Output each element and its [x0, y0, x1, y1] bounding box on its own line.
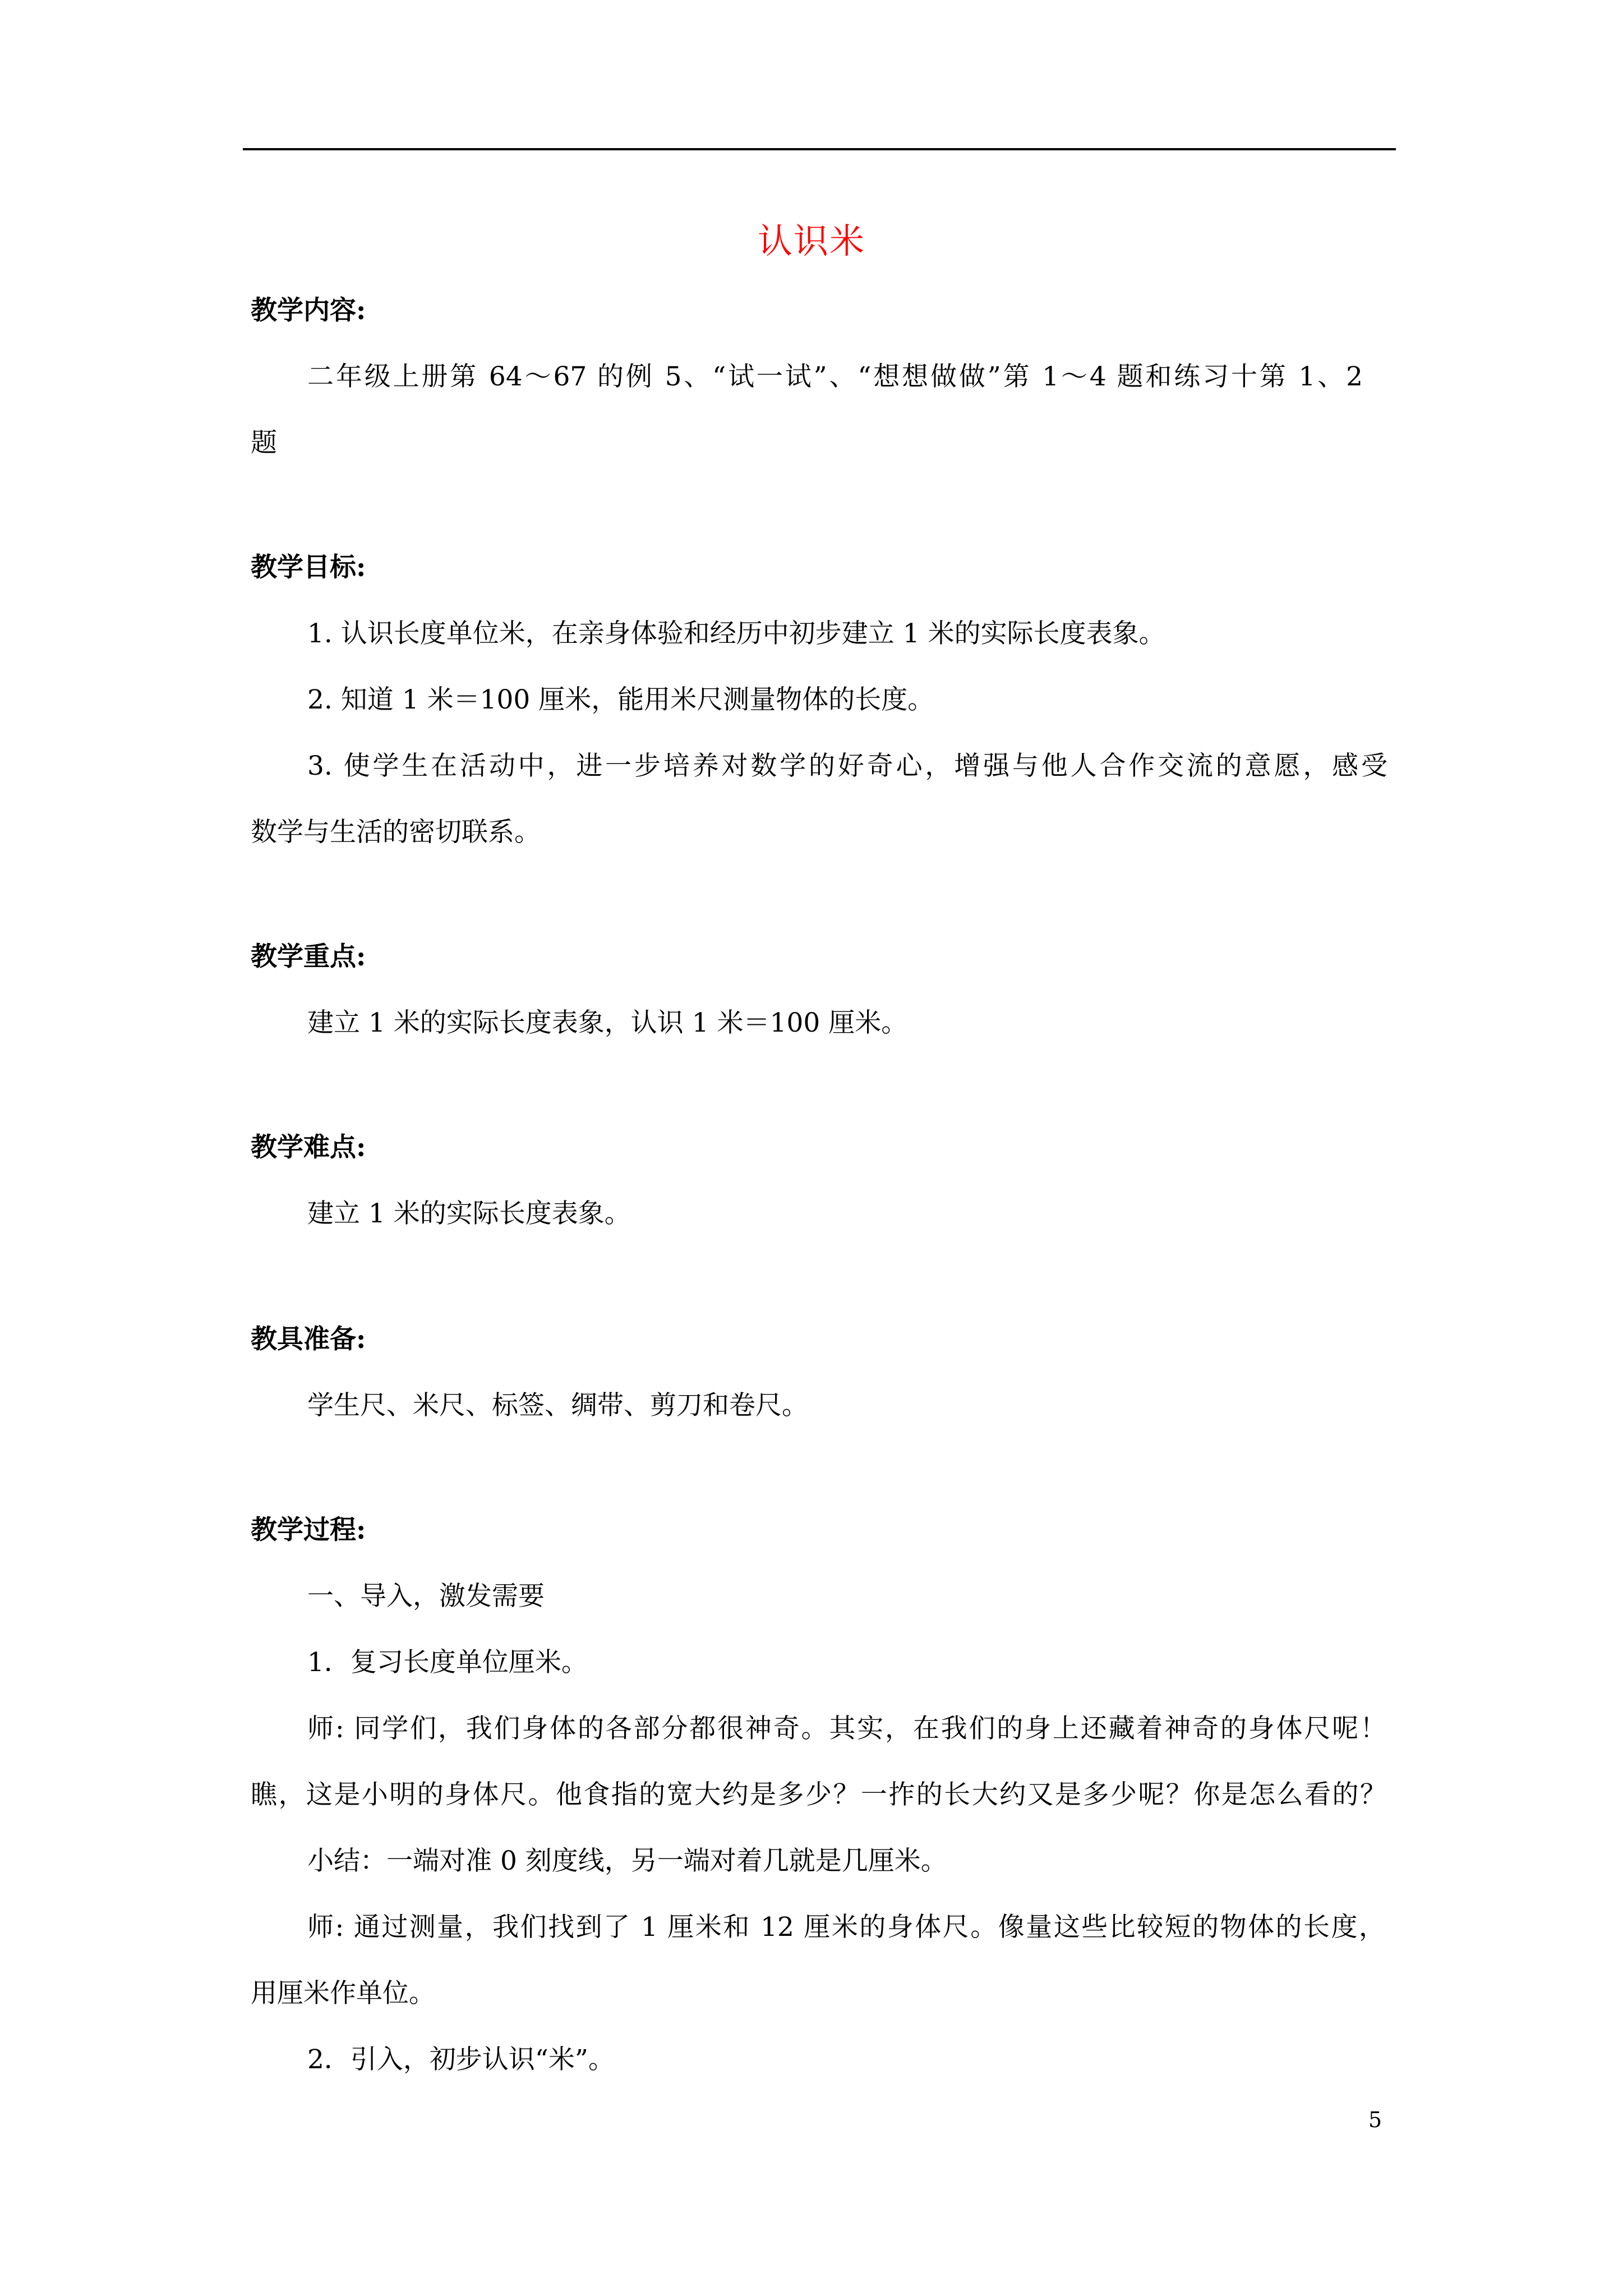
section-heading-materials: 教具准备:: [251, 1324, 366, 1355]
materials-text: 学生尺、米尺、标签、绸带、剪刀和卷尺。: [307, 1390, 808, 1421]
content-paragraph-line: 二年级上册第 64～67 的例 5、“试一试”、“想想做做”第 1～4 题和练习十第 1、2: [307, 361, 1363, 392]
document-title: 认识米: [757, 220, 865, 261]
objective-item: 2. 知道 1 米＝100 厘米，能用米尺测量物体的长度。: [307, 684, 934, 715]
objective-item: 1. 认识长度单位米，在亲身体验和经历中初步建立 1 米的实际长度表象。: [307, 618, 1165, 649]
process-paragraph-line: 师: 同学们，我们身体的各部分都很神奇。其实，在我们的身上还藏着神奇的身体尺呢！: [307, 1713, 1386, 1744]
process-summary: 小结：一端对准 0 刻度线，另一端对着几就是几厘米。: [307, 1846, 947, 1876]
page-number: 5: [1368, 2108, 1382, 2132]
section-heading-difficulties: 教学难点:: [251, 1132, 366, 1163]
section-heading-objectives: 教学目标:: [251, 552, 366, 583]
process-step: 2．引入，初步认识“米”。: [307, 2044, 615, 2075]
process-paragraph-line: 瞧，这是小明的身体尺。他食指的宽大约是多少？一拃的长大约又是多少呢？你是怎么看的？: [251, 1779, 1386, 1810]
objective-item-continuation: 数学与生活的密切联系。: [251, 817, 541, 848]
content-paragraph-line: 题: [251, 427, 277, 458]
difficulty-text: 建立 1 米的实际长度表象。: [307, 1198, 631, 1229]
section-heading-content: 教学内容:: [251, 295, 366, 326]
process-paragraph-line: 用厘米作单位。: [251, 1978, 435, 2009]
process-paragraph-line: 师: 通过测量，我们找到了 1 厘米和 12 厘米的身体尺。像量这些比较短的物体的长度，: [307, 1912, 1385, 1943]
process-step: 一、导入，激发需要: [307, 1581, 545, 1612]
process-step: 1．复习长度单位厘米。: [307, 1647, 588, 1678]
header-rule: [243, 148, 1396, 150]
section-heading-process: 教学过程:: [251, 1515, 366, 1545]
key-point-text: 建立 1 米的实际长度表象，认识 1 米＝100 厘米。: [307, 1007, 908, 1038]
section-heading-key-points: 教学重点:: [251, 941, 366, 972]
objective-item: 3. 使学生在活动中，进一步培养对数学的好奇心，增强与他人合作交流的意愿，感受: [307, 751, 1387, 781]
